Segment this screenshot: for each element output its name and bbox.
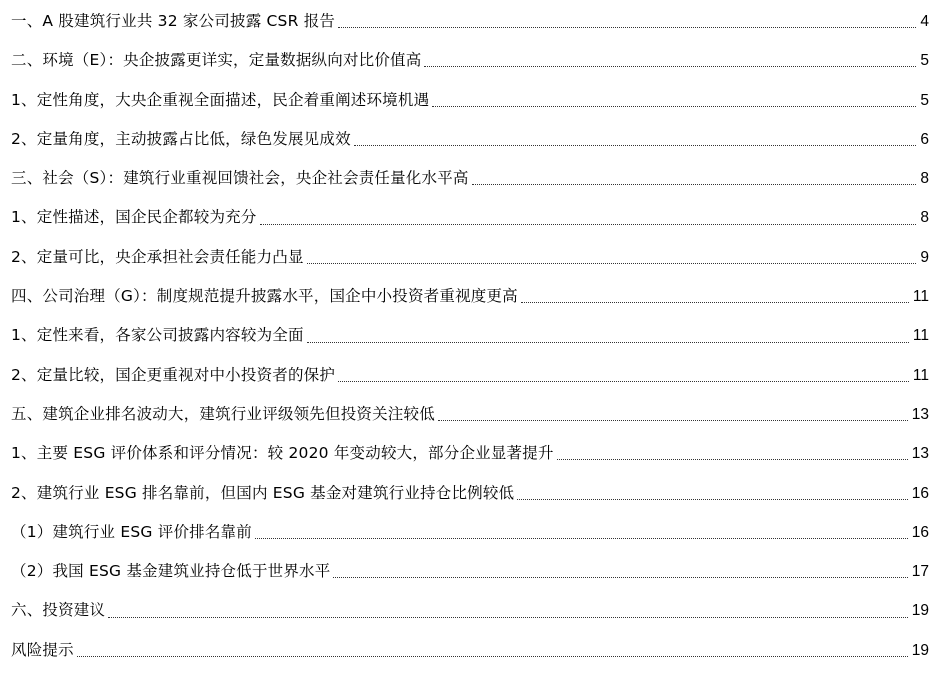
dot-leader [557,459,908,460]
toc-entry-page: 9 [920,248,929,266]
toc-entry[interactable] [11,81,929,120]
toc-entry[interactable] [11,434,929,473]
toc-entry-title: 1、定性描述，国企民企都较为充分 [11,208,257,227]
toc-entry[interactable] [11,316,929,355]
dot-leader [307,342,909,343]
toc-entry[interactable] [11,120,929,159]
toc-entry[interactable] [11,552,929,591]
dot-leader [438,420,908,421]
toc-entry[interactable] [11,513,929,552]
toc-entry-page: 8 [920,170,929,188]
toc-entry-title: 风险提示 [11,640,74,659]
toc-entry-page: 11 [912,366,929,384]
toc-entry-page: 13 [911,445,929,463]
dot-leader [108,617,908,618]
toc-entry-page: 13 [911,405,929,423]
table-of-contents [11,0,929,670]
toc-entry-title: （2）我国 ESG 基金建筑业持仓低于世界水平 [11,562,331,581]
dot-leader [472,184,917,185]
toc-entry-page: 5 [920,91,929,109]
dot-leader [517,499,907,500]
toc-entry-title: 六、投资建议 [11,601,106,620]
toc-entry[interactable] [11,2,929,41]
toc-entry-page: 17 [911,563,929,581]
dot-leader [521,302,909,303]
dot-leader [77,656,908,657]
dot-leader [255,538,908,539]
toc-entry-page: 11 [912,327,929,345]
toc-entry-title: 五、建筑企业排名波动大，建筑行业评级领先但投资关注较低 [11,404,435,423]
toc-entry[interactable] [11,591,929,630]
dot-leader [432,106,916,107]
toc-entry-page: 16 [911,484,929,502]
dot-leader [333,577,907,578]
toc-entry-page: 19 [911,641,929,659]
toc-entry[interactable] [11,474,929,513]
toc-entry[interactable] [11,41,929,80]
toc-entry[interactable] [11,238,929,277]
toc-entry-title: 2、定量可比，央企承担社会责任能力凸显 [11,247,304,266]
toc-entry-title: 1、定性来看，各家公司披露内容较为全面 [11,326,304,345]
toc-entry-title: 三、社会（S）：建筑行业重视回馈社会，央企社会责任量化水平高 [11,169,469,188]
toc-entry-title: 一、A 股建筑行业共 32 家公司披露 CSR 报告 [11,12,336,30]
dot-leader [424,66,916,67]
toc-entry[interactable] [11,159,929,198]
dot-leader [260,224,917,225]
toc-entry-title: 四、公司治理（G）：制度规范提升披露水平，国企中小投资者重视度更高 [11,287,518,306]
toc-entry[interactable] [11,356,929,395]
dot-leader [307,263,917,264]
toc-entry-title: 2、定量比较，国企更重视对中小投资者的保护 [11,365,336,384]
toc-entry[interactable] [11,395,929,434]
toc-entry-page: 11 [912,288,929,306]
toc-entry-page: 16 [911,523,929,541]
toc-entry-page: 8 [920,209,929,227]
toc-entry[interactable] [11,631,929,670]
toc-entry-page: 19 [911,602,929,620]
toc-entry[interactable] [11,198,929,237]
toc-entry[interactable] [11,277,929,316]
dot-leader [338,27,916,28]
dot-leader [354,145,917,146]
toc-entry-title: 1、定性角度，大央企重视全面描述，民企着重阐述环境机遇 [11,90,430,109]
toc-entry-page: 5 [920,52,929,70]
toc-entry-title: 二、环境（E）：央企披露更详实，定量数据纵向对比价值高 [11,51,422,70]
toc-entry-title: 2、定量角度，主动披露占比低，绿色发展见成效 [11,129,351,148]
toc-entry-title: 1、主要 ESG 评价体系和评分情况：较 2020 年变动较大，部分企业显著提升 [11,444,554,463]
dot-leader [338,381,909,382]
toc-entry-page: 4 [920,13,929,30]
toc-entry-title: （1）建筑行业 ESG 评价排名靠前 [11,522,252,541]
toc-entry-page: 6 [920,130,929,148]
toc-entry-title: 2、建筑行业 ESG 排名靠前，但国内 ESG 基金对建筑行业持仓比例较低 [11,483,515,502]
